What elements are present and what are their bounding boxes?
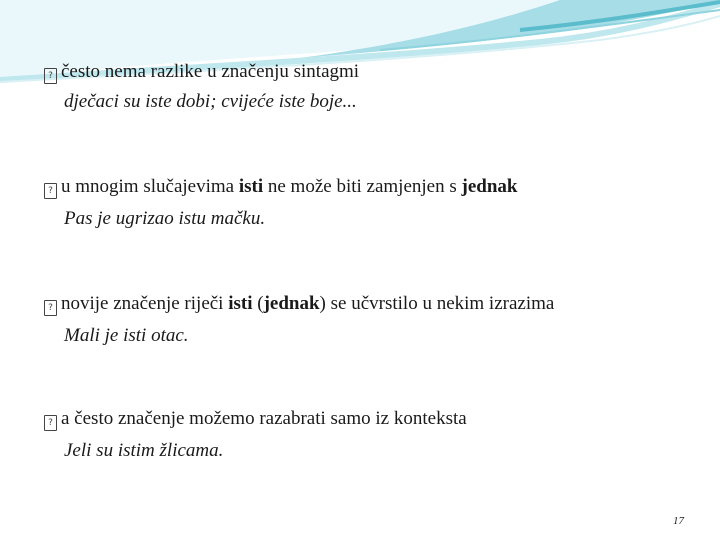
- bold-term: isti: [238, 176, 264, 197]
- bullet-text: [44, 292, 684, 316]
- bullet-example: Jeli su istim žlicama.: [64, 440, 224, 461]
- bullet-item-3: [44, 292, 684, 348]
- bullet-item-1: [44, 60, 684, 114]
- bullet-text: [44, 60, 684, 84]
- bold-term: jednak: [263, 293, 320, 314]
- bullet-text: [44, 407, 684, 431]
- bullet-item-4: [44, 407, 684, 463]
- bullet-example: dječaci su iste dobi; cvijeće iste boje...: [64, 91, 357, 112]
- missing-glyph-icon: ?: [44, 415, 57, 431]
- bullet-example: Mali je isti otac.: [64, 325, 189, 346]
- bullet-text-part: a često značenje možemo razabrati samo iz konteksta: [61, 408, 467, 429]
- page-number: 17: [673, 515, 684, 527]
- bullet-text-part: (: [252, 293, 264, 314]
- bullet-text-part: u mnogim slučajevima: [61, 176, 239, 197]
- bullet-text-part: često nema razlike u značenju sintagmi: [61, 61, 360, 82]
- bullet-text-part: ne može biti zamjenjen s: [263, 176, 462, 197]
- bullet-example: Pas je ugrizao istu mačku.: [64, 208, 266, 229]
- bullet-text-part: novije značenje riječi: [61, 293, 229, 314]
- bullet-text: [44, 175, 684, 199]
- bold-term: isti: [228, 293, 253, 314]
- bold-term: jednak: [461, 176, 518, 197]
- bullet-text-part: ) se učvrstilo u nekim izrazima: [319, 293, 555, 314]
- bullet-item-2: [44, 175, 684, 231]
- missing-glyph-icon: ?: [44, 183, 57, 199]
- missing-glyph-icon: ?: [44, 300, 57, 316]
- missing-glyph-icon: ?: [44, 68, 57, 84]
